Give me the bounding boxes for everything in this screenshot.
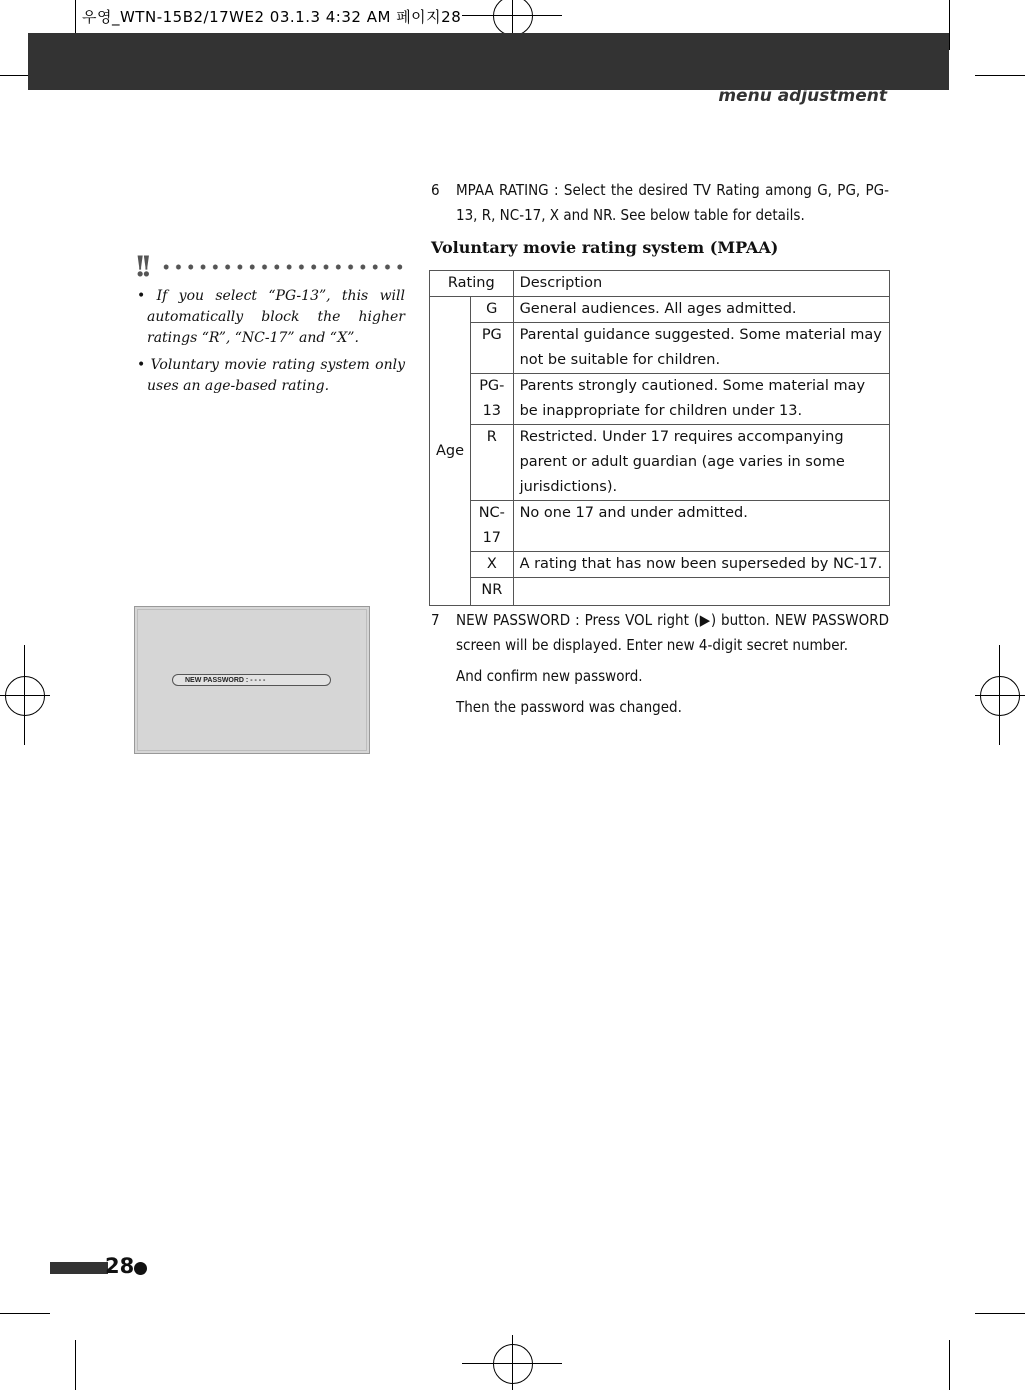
rating-description: Parents strongly cautioned. Some material may be inappropriate for children under 13. [513, 374, 889, 425]
crop-mark [949, 0, 950, 50]
rating-code: X [471, 552, 514, 578]
table-row [430, 323, 890, 374]
rating-description: A rating that has now been superseded by NC-17. [513, 552, 889, 578]
step-7-result: Then the password was changed. [456, 698, 682, 716]
table-header-row [430, 271, 890, 297]
step-6-text: MPAA RATING : Select the desired TV Rating among G, PG, PG-13, R, NC-17, X and NR. See below table for details. [456, 181, 889, 224]
table-row [430, 501, 890, 552]
crop-mark [975, 75, 1025, 76]
registration-line [462, 15, 562, 16]
tv-screen-illustration [134, 606, 370, 754]
rating-description: Parental guidance suggested. Some material may not be suitable for children. [513, 323, 889, 374]
table-row [430, 297, 890, 323]
section-title: menu adjustment [718, 86, 887, 106]
rating-description [513, 578, 889, 606]
registration-line [462, 1363, 562, 1364]
registration-mark-icon [493, 0, 533, 36]
rating-description: General audiences. All ages admitted. [513, 297, 889, 323]
step-7-confirm: And confirm new password. [456, 667, 643, 685]
table-row [430, 552, 890, 578]
rating-code: NR [471, 578, 514, 606]
registration-mark-icon [5, 676, 45, 716]
table-row [430, 374, 890, 425]
header-description: Description [513, 271, 889, 297]
registration-line [0, 695, 50, 696]
notes [137, 286, 405, 403]
table-title: Voluntary movie rating system (MPAA) [431, 238, 779, 257]
group-label: Age [430, 297, 471, 606]
step-number: 6 [431, 181, 440, 199]
crop-mark [0, 1313, 50, 1314]
page-number: 28 [105, 1254, 135, 1278]
note-text: If you select “PG-13”, this will automatically block the higher ratings “R”, “NC-17” and “X”. [147, 288, 405, 346]
registration-line [975, 695, 1025, 696]
rating-code: PG [471, 323, 514, 374]
header-rating: Rating [430, 271, 514, 297]
rating-code: NC-17 [471, 501, 514, 552]
print-slug: 우영_WTN-15B2/17WE2 03.1.3 4:32 AM 페이지28 [82, 8, 462, 26]
registration-mark-icon [493, 1344, 533, 1384]
note-item: • If you select “PG-13”, this will automatically block the higher ratings “R”, “NC-17” and “X”. [137, 288, 405, 346]
rating-description: No one 17 and under admitted. [513, 501, 889, 552]
crop-mark [975, 1313, 1025, 1314]
note-item: • Voluntary movie rating system only uses an age-based rating. [137, 357, 405, 394]
rating-code: G [471, 297, 514, 323]
crop-mark [75, 1340, 76, 1390]
page-number-bar [50, 1262, 108, 1274]
step-7 [431, 608, 889, 720]
rating-code: R [471, 425, 514, 501]
note-mark-icon: !! [134, 250, 147, 283]
note-text: Voluntary movie rating system only uses an age-based rating. [147, 357, 405, 394]
mpaa-rating-table [429, 270, 890, 606]
step-number: 7 [431, 611, 440, 629]
step-7-text: NEW PASSWORD : Press VOL right (▶) button. NEW PASSWORD screen will be displayed. Enter new 4-digit secret number. [456, 611, 889, 654]
rating-description: Restricted. Under 17 requires accompanying parent or adult guardian (age varies in some jurisdictions). [513, 425, 889, 501]
registration-mark-icon [980, 676, 1020, 716]
new-password-field: NEW PASSWORD : - - - - [172, 674, 331, 686]
bullet-dot-icon [134, 1262, 147, 1275]
table-row [430, 425, 890, 501]
header-bar [28, 33, 949, 90]
rating-code: PG-13 [471, 374, 514, 425]
crop-mark [949, 1340, 950, 1390]
dotted-rule [160, 261, 406, 273]
step-6 [431, 178, 889, 228]
table-row [430, 578, 890, 606]
